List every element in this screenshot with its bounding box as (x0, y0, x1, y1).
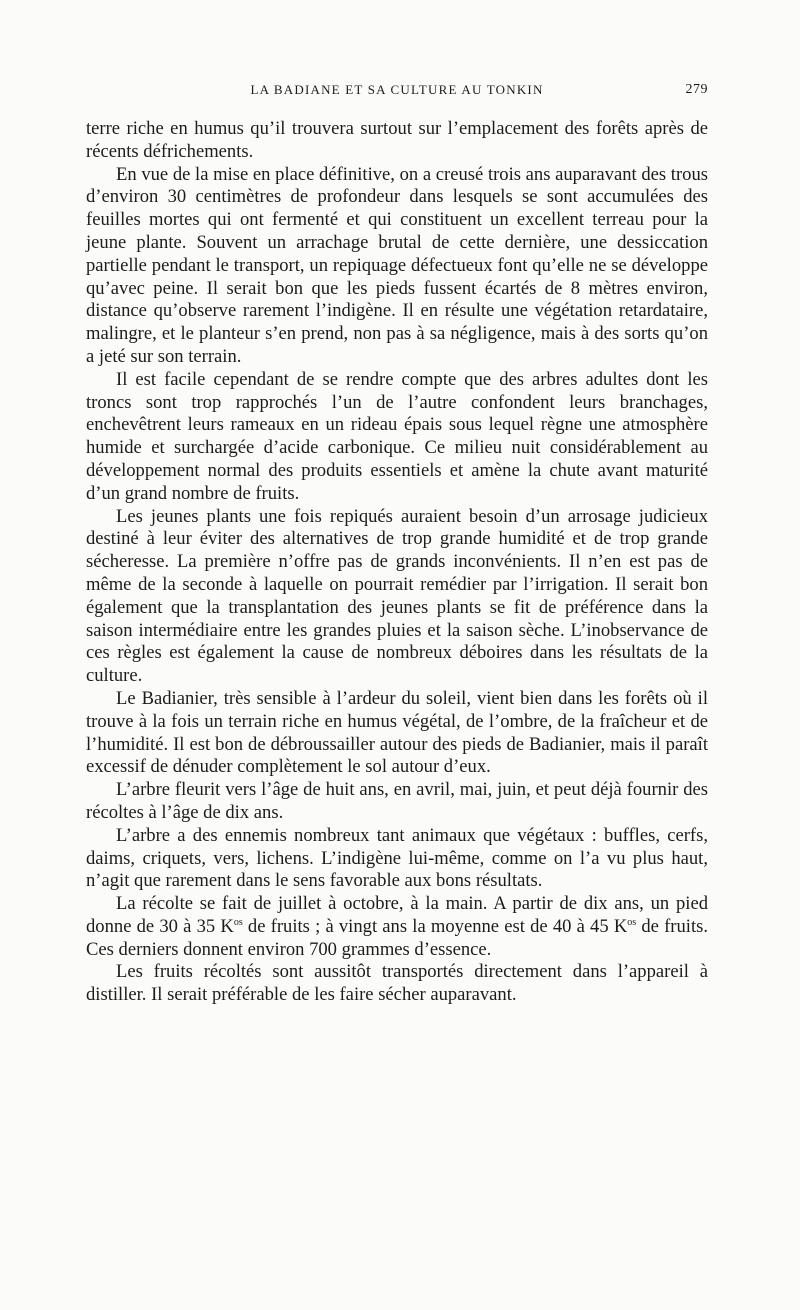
harvest-text-part-1: La récolte se fait de juillet à octobre, à la main. A partir de dix ans, un pied donne de 30 à 35 K (86, 893, 708, 937)
running-title: LA BADIANE ET SA CULTURE AU TONKIN (250, 82, 544, 97)
page-number: 279 (685, 82, 708, 97)
running-head (86, 80, 708, 106)
paragraph-continuation: terre riche en humus qu’il trouvera surtout sur l’emplacement des forêts après de récents défrichements. (86, 118, 708, 162)
paragraph-young-plants: Les jeunes plants une fois repiqués auraient besoin d’un arrosage judicieux destiné à leur éviter des alternatives de trop grande humidité et de trop grande sécheresse. La première n’offre pas de grands inconvénients. Il n’en est pas de même de la seconde à laquelle on pourrait remédier par l’irrigation. Il serait bon également que la transplantation des jeunes plants se fit de préférence dans la saison intermédiaire entre les grandes pluies et la saison sèche. L’inobservance de ces règles est également la cause de nombreux déboires dans les résultats de la culture. (86, 505, 708, 687)
body-text (86, 118, 708, 1007)
paragraph-badianier-forest: Le Badianier, très sensible à l’ardeur du soleil, vient bien dans les forêts où il trouve à la fois un terrain riche en humus végétal, de l’ombre, de la fraîcheur et de l’humidité. Il est bon de débroussailler autour des pieds de Badianier, mais il paraît excessif de dénuder complètement le sol autour d’eux. (86, 687, 708, 778)
book-page (86, 80, 708, 1007)
paragraph-distillation: Les fruits récoltés sont aussitôt transportés directement dans l’appareil à distiller. Il serait préférable de les faire sécher auparavant. (86, 961, 708, 1006)
paragraph-harvest (86, 893, 708, 961)
paragraph-enemies: L’arbre a des ennemis nombreux tant animaux que végétaux : buffles, cerfs, daims, criquets, vers, lichens. L’indigène lui-même, comme on l’a vu plus haut, n’agit que rarement dans le sens favorable aux bons résultats. (86, 824, 708, 892)
paragraph-planting-holes: En vue de la mise en place définitive, on a creusé trois ans auparavant des trous d’environ 30 centimètres de profondeur dans lesquels se sont accumulées des feuilles mortes qui ont fermenté et qui constituent un excellent terreau pour la jeune plante. Souvent un arrachage brutal de cette dernière, une dessiccation partielle pendant le transport, un repiquage défectueux font qu’elle ne se développe qu’avec peine. Il serait bon que les pieds fussent écartés de 8 mètres environ, distance qu’observe rarement l’indigène. Il en résulte une végétation retardataire, malingre, et le planteur s’en prend, non pas à sa négligence, mais à des sorts qu’on a jeté sur son terrain. (86, 163, 708, 367)
paragraph-adult-trees: Il est facile cependant de se rendre compte que des arbres adultes dont les troncs sont trop rapprochés l’un de l’autre confondent leurs branchages, enchevêtrent leurs rameaux en un rideau épais sous lequel règne une atmosphère humide et surchargée d’acide carbonique. Ce milieu nuit considérablement au développement normal des produits essentiels et amène la chute avant maturité d’un grand nombre de fruits. (86, 368, 708, 504)
harvest-superscript-2: os (627, 916, 637, 928)
harvest-text-part-3: de fruits. Ces derniers donnent environ 700 grammes d’essence. (86, 915, 708, 960)
harvest-superscript-1: os (233, 916, 243, 928)
paragraph-flowering: L’arbre fleurit vers l’âge de huit ans, en avril, mai, juin, et peut déjà fournir des récoltes à l’âge de dix ans. (86, 779, 708, 823)
harvest-text-part-2: de fruits ; à vingt ans la moyenne est de 40 à 45 K (242, 915, 628, 937)
